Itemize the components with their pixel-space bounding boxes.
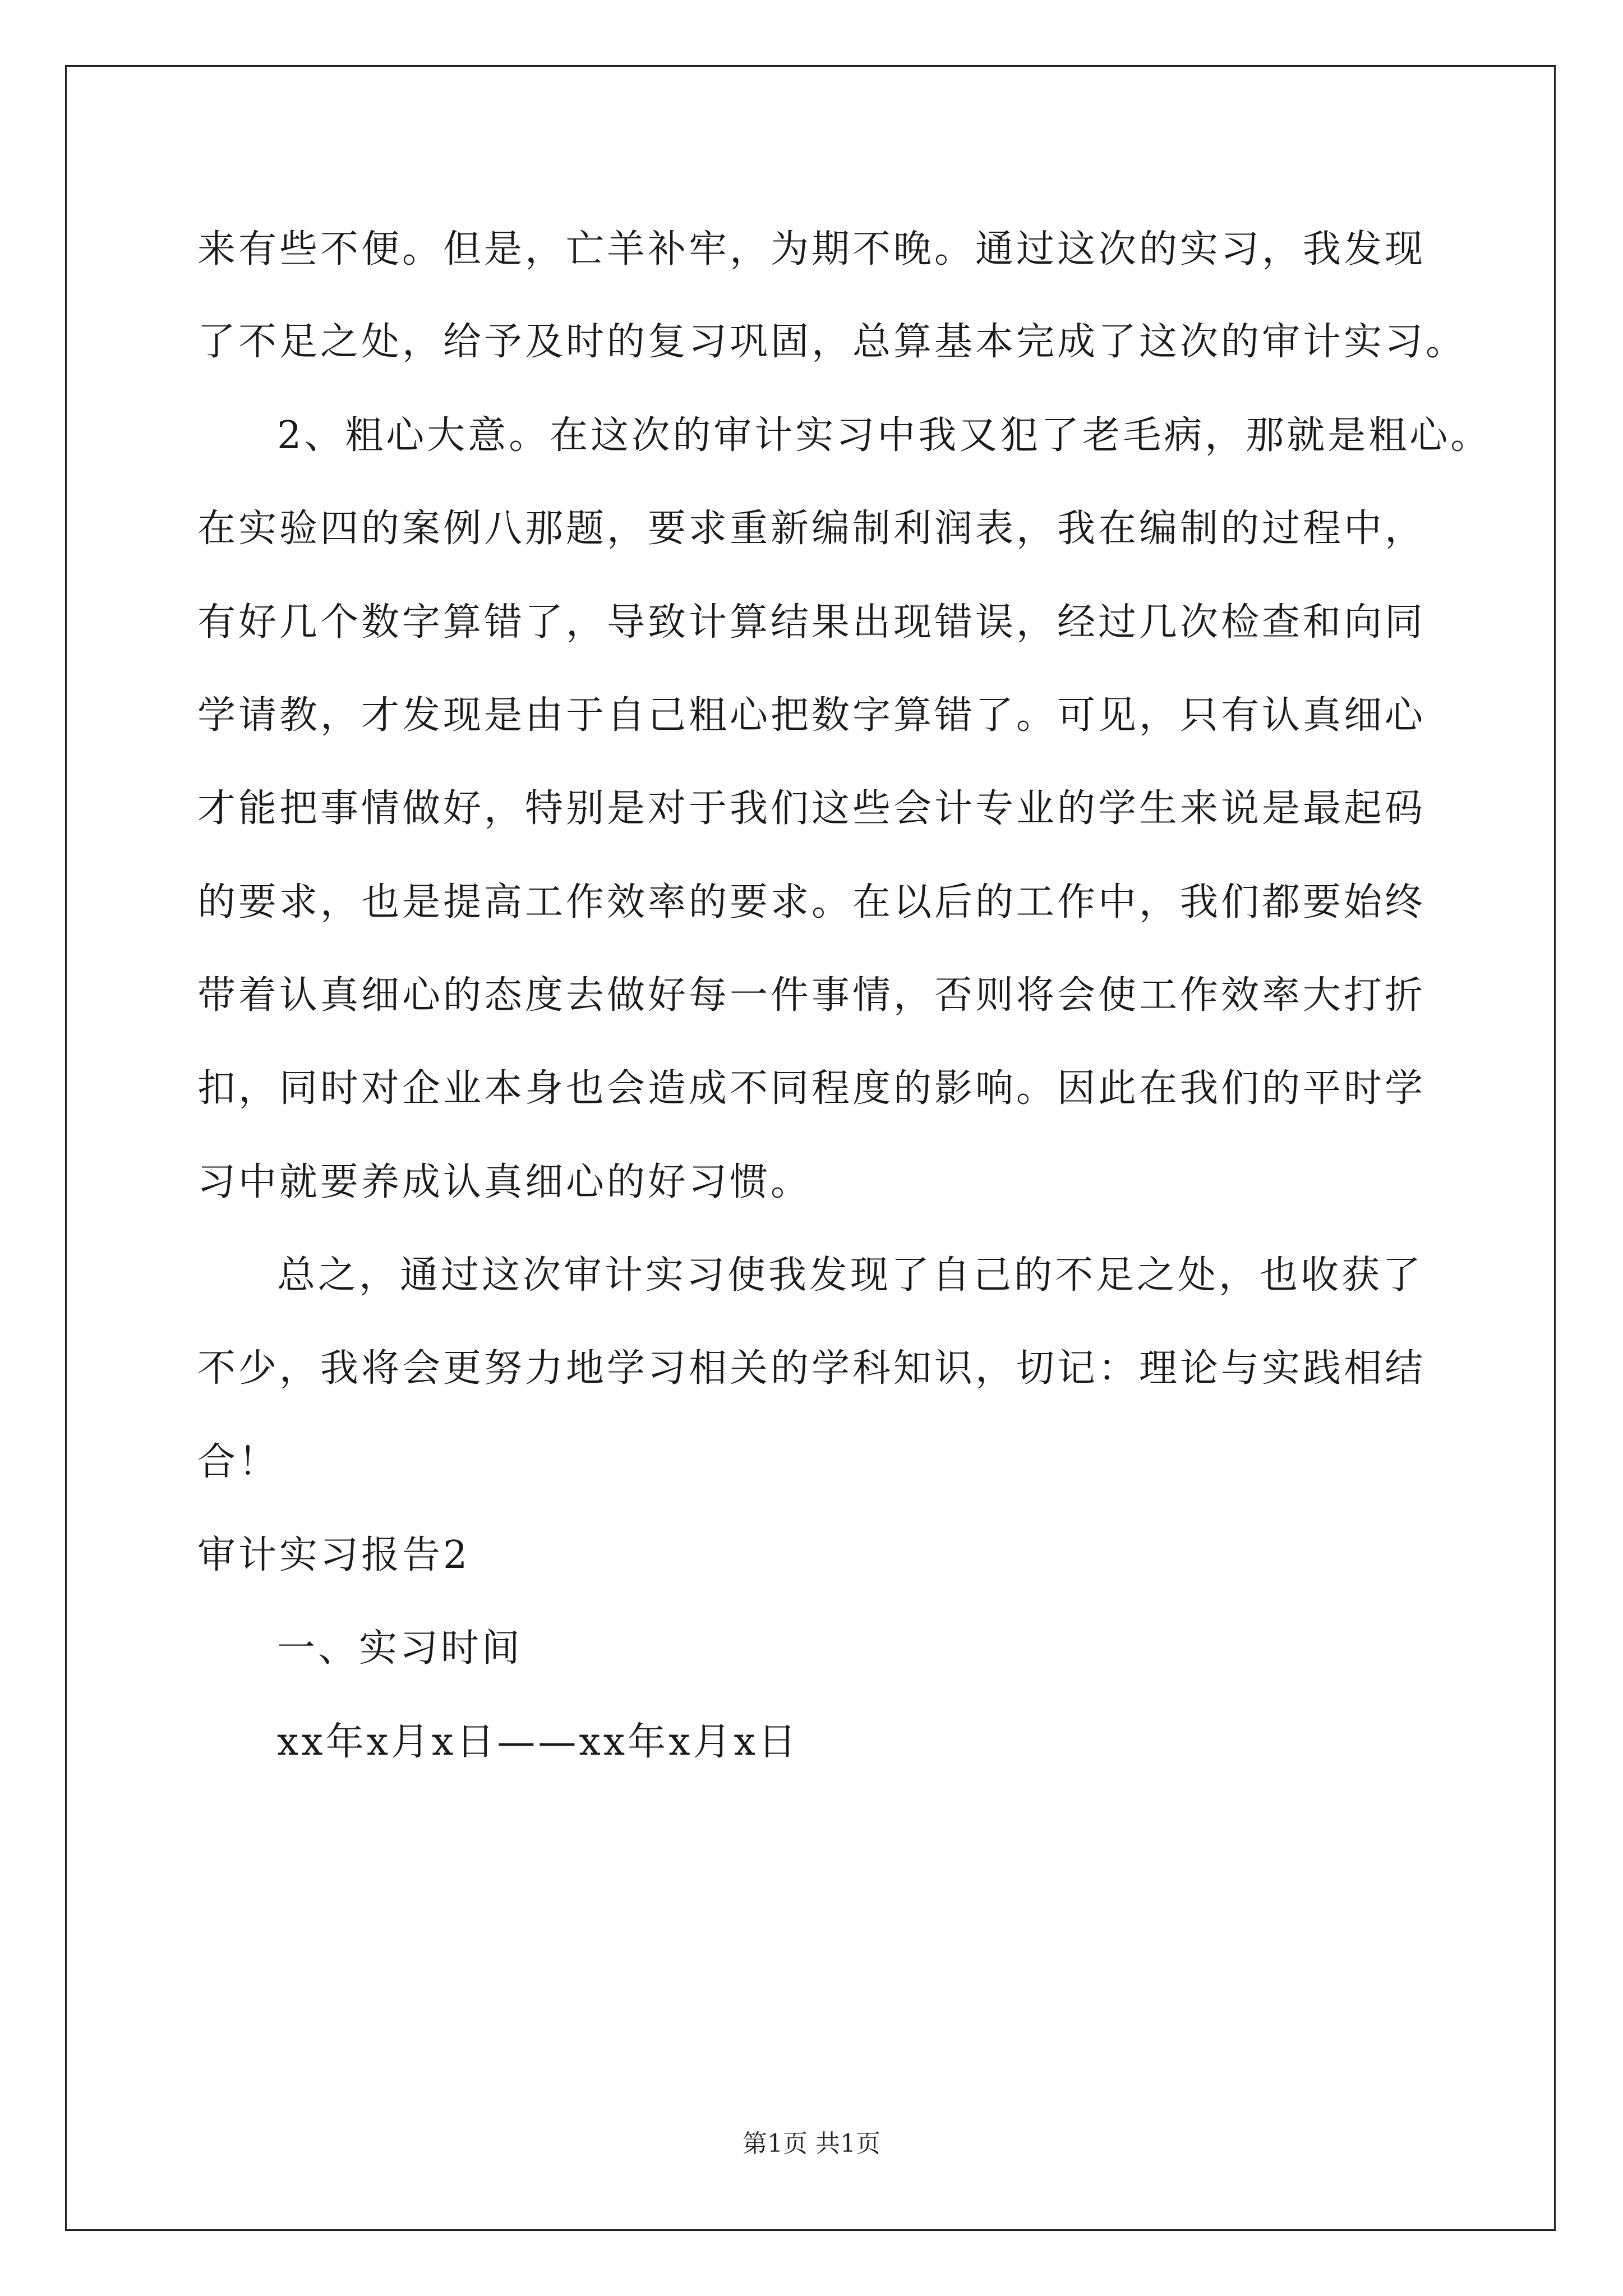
- subsection-heading: 一、实习时间: [277, 1626, 523, 1671]
- paragraph-line: 在实验四的案例八那题，要求重新编制利润表，我在编制的过程中，: [197, 507, 1426, 551]
- paragraph-line: 2、粗心大意。在这次的审计实习中我又犯了老毛病，那就是粗心。: [277, 413, 1492, 458]
- section-title: 审计实习报告2: [197, 1533, 471, 1577]
- paragraph-line: 扣，同时对企业本身也会造成不同程度的影响。因此在我们的平时学: [197, 1066, 1426, 1111]
- paragraph-line: 来有些不便。但是，亡羊补牢，为期不晚。通过这次的实习，我发现: [197, 227, 1426, 272]
- paragraph-line: 了不足之处，给予及时的复习巩固，总算基本完成了这次的审计实习。: [197, 320, 1467, 364]
- paragraph-line: 合！: [197, 1440, 280, 1484]
- paragraph-line: 有好几个数字算错了，导致计算结果出现错误，经过几次检查和向同: [197, 600, 1426, 645]
- date-range: xx年x月x日——xx年x月x日: [277, 1720, 799, 1764]
- paragraph-line: 习中就要养成认真细心的好习惯。: [197, 1160, 812, 1204]
- page-number-footer: 第1页 共1页: [743, 2129, 880, 2158]
- paragraph-line: 才能把事情做好，特别是对于我们这些会计专业的学生来说是最起码: [197, 786, 1426, 831]
- page-frame: [65, 65, 1556, 2231]
- paragraph-line: 学请教，才发现是由于自己粗心把数字算错了。可见，只有认真细心: [197, 693, 1426, 738]
- paragraph-line: 总之，通过这次审计实习使我发现了自己的不足之处，也收获了: [277, 1253, 1424, 1297]
- paragraph-line: 的要求，也是提高工作效率的要求。在以后的工作中，我们都要始终: [197, 880, 1426, 924]
- paragraph-line: 不少，我将会更努力地学习相关的学科知识，切记：理论与实践相结: [197, 1346, 1426, 1391]
- paragraph-line: 带着认真细心的态度去做好每一件事情，否则将会使工作效率大打折: [197, 973, 1426, 1018]
